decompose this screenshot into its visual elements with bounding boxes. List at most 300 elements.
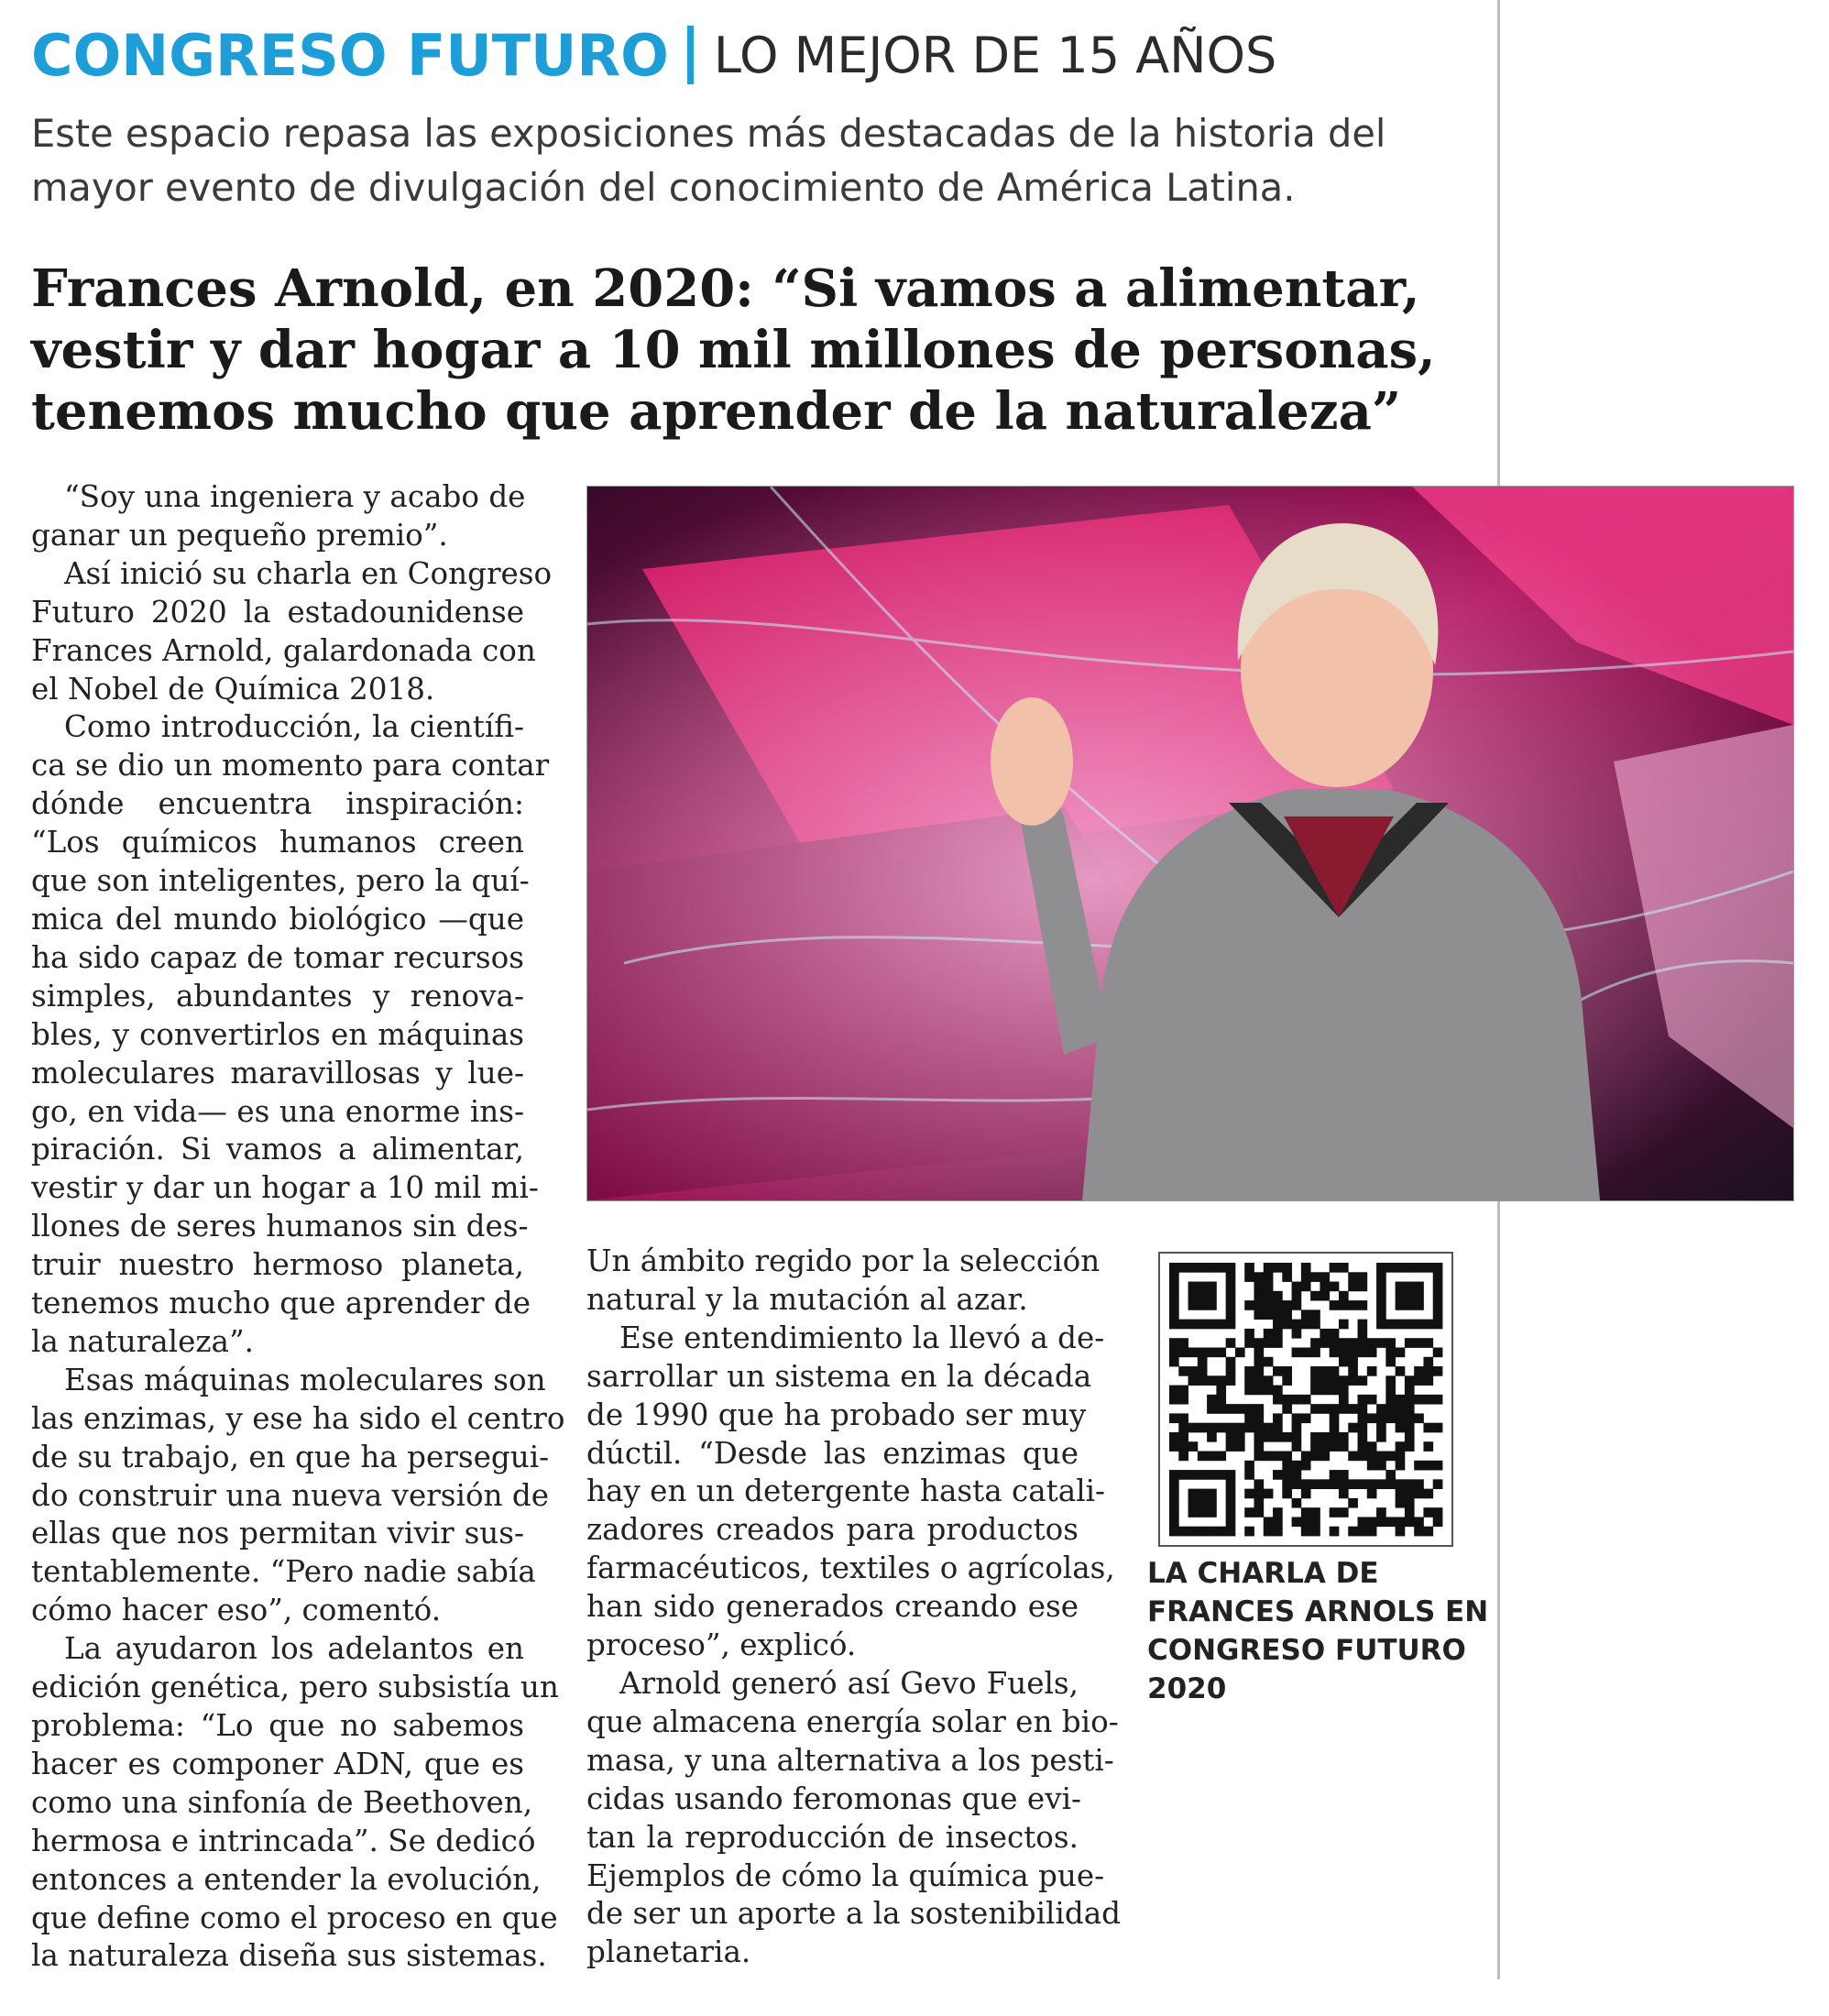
qr-module [1396,1489,1406,1499]
qr-module [1254,1452,1264,1462]
qr-module [1320,1452,1330,1462]
qr-module [1310,1309,1320,1320]
qr-module [1178,1432,1188,1442]
qr-module [1273,1395,1283,1405]
qr-module [1320,1282,1330,1292]
qr-module [1188,1320,1199,1330]
text-line: tenemos mucho que aprender de [31,1286,531,1321]
qr-module [1339,1347,1349,1357]
qr-module [1330,1366,1340,1376]
qr-module [1414,1413,1424,1423]
text-line: mica del mundo biológico —que [31,901,524,937]
qr-module [1178,1386,1188,1396]
qr-module [1264,1386,1274,1396]
qr-module [1188,1282,1199,1292]
text-line: tentablemente. “Pero nadie sabía [31,1554,536,1590]
qr-module [1273,1413,1283,1423]
qr-module [1282,1461,1292,1471]
qr-module [1273,1320,1283,1330]
qr-module [1339,1479,1349,1489]
qr-module [1405,1423,1415,1433]
qr-module [1254,1338,1264,1348]
qr-module [1254,1375,1264,1386]
text-line: La ayudaron los adelantos en [64,1631,524,1667]
text-line: ganar un pequeño premio”. [31,517,448,553]
qr-module [1414,1263,1424,1273]
qr-module [1282,1375,1292,1386]
qr-module [1169,1263,1179,1273]
qr-module [1226,1470,1236,1480]
qr-code[interactable] [1158,1252,1453,1547]
qr-module [1376,1413,1386,1423]
qr-module [1226,1291,1236,1301]
qr-module [1254,1507,1264,1517]
text-line: hacer es componer ADN, que es [31,1746,524,1781]
qr-module [1367,1527,1377,1537]
qr-module [1244,1375,1254,1386]
qr-module [1188,1300,1199,1310]
qr-module [1169,1300,1179,1310]
qr-module [1216,1263,1226,1273]
qr-module [1433,1309,1443,1320]
qr-module [1292,1291,1302,1301]
qr-module [1169,1395,1179,1405]
qr-module [1292,1441,1302,1452]
qr-module [1216,1320,1226,1330]
qr-module [1292,1470,1302,1480]
qr-module [1188,1507,1199,1517]
qr-module [1207,1498,1217,1508]
qr-module [1198,1423,1208,1433]
qr-module [1216,1375,1226,1386]
qr-module [1358,1479,1368,1489]
qr-module [1423,1527,1433,1537]
qr-module [1244,1470,1254,1480]
qr-module [1169,1291,1179,1301]
caption-line: LA CHARLA DE [1147,1557,1379,1590]
text-line: el Nobel de Química 2018. [31,671,435,707]
qr-module [1292,1282,1302,1292]
qr-module [1264,1517,1274,1527]
qr-module [1320,1366,1330,1376]
qr-module [1207,1375,1217,1386]
qr-module [1264,1338,1274,1348]
qr-module [1310,1452,1320,1462]
qr-module [1198,1507,1208,1517]
qr-module [1376,1517,1386,1527]
qr-module [1198,1498,1208,1508]
qr-module [1367,1441,1377,1452]
qr-module [1282,1300,1292,1310]
qr-module [1273,1386,1283,1396]
qr-module [1414,1517,1424,1527]
qr-module [1385,1347,1396,1357]
qr-module [1330,1507,1340,1517]
qr-module [1330,1404,1340,1414]
qr-module [1301,1320,1311,1330]
qr-module [1273,1338,1283,1348]
qr-module [1216,1347,1226,1357]
qr-module [1292,1347,1302,1357]
qr-module [1264,1423,1274,1433]
qr-module [1292,1517,1302,1527]
qr-module [1405,1320,1415,1330]
qr-module [1188,1441,1199,1452]
qr-module [1178,1320,1188,1330]
qr-module [1169,1441,1179,1452]
qr-module [1405,1507,1415,1517]
qr-module [1358,1338,1368,1348]
qr-module [1320,1432,1330,1442]
qr-module [1396,1423,1406,1433]
qr-module [1178,1470,1188,1480]
qr-module [1405,1479,1415,1489]
text-line: proceso”, explicó. [586,1627,857,1663]
qr-module [1292,1413,1302,1423]
deck-line: Este espacio repasa las exposiciones más destacadas de la historia del [31,111,1386,156]
qr-module [1433,1479,1443,1489]
qr-module [1385,1395,1396,1405]
qr-module [1198,1452,1208,1462]
qr-module [1273,1329,1283,1339]
qr-module [1188,1498,1199,1508]
qr-module [1396,1366,1406,1376]
qr-module [1301,1461,1311,1471]
qr-module [1244,1386,1254,1396]
qr-module [1358,1272,1368,1282]
qr-module [1310,1432,1320,1442]
text-line: la naturaleza diseña sus sistemas. [31,1938,547,1974]
qr-module [1226,1507,1236,1517]
text-line: entonces a entender la evolución, [31,1861,542,1897]
qr-module [1330,1527,1340,1537]
qr-module [1348,1527,1358,1537]
qr-module [1264,1300,1274,1310]
qr-module [1339,1338,1349,1348]
qr-module [1169,1357,1179,1367]
qr-module [1207,1489,1217,1499]
text-line: hay en un detergente hasta catali- [586,1474,1106,1509]
qr-module [1169,1347,1179,1357]
qr-module [1330,1470,1340,1480]
qr-module [1367,1395,1377,1405]
qr-module [1198,1347,1208,1357]
qr-module [1292,1432,1302,1442]
qr-module [1244,1263,1254,1273]
qr-module [1264,1357,1274,1367]
qr-module [1423,1338,1433,1348]
qr-module [1385,1452,1396,1462]
qr-module [1264,1282,1274,1292]
qr-module [1301,1517,1311,1527]
qr-module [1330,1386,1340,1396]
qr-module [1339,1375,1349,1386]
qr-module [1273,1309,1283,1320]
body-column-1 [31,478,565,1976]
qr-module [1254,1489,1264,1499]
qr-module [1273,1527,1283,1537]
qr-module [1207,1432,1217,1442]
qr-module [1244,1413,1254,1423]
qr-module [1376,1507,1386,1517]
qr-module [1414,1479,1424,1489]
qr-module [1396,1263,1406,1273]
kicker-brand: CONGRESO FUTURO [31,21,669,89]
headline-line: tenemos mucho que aprender de la naturaleza” [31,381,1402,442]
qr-module [1405,1404,1415,1414]
qr-module [1282,1404,1292,1414]
qr-module [1423,1461,1433,1471]
qr-module [1348,1357,1358,1367]
text-line: “Los químicos humanos creen [31,825,524,860]
qr-module [1339,1357,1349,1367]
qr-module [1292,1423,1302,1433]
qr-module [1376,1432,1386,1442]
qr-module [1254,1357,1264,1367]
qr-module [1188,1366,1199,1376]
qr-module [1273,1432,1283,1442]
qr-module [1264,1432,1274,1442]
qr-module [1301,1527,1311,1537]
text-line: do construir una nueva versión de [31,1477,550,1513]
qr-module [1198,1375,1208,1386]
text-line: Frances Arnold, galardonada con [31,632,536,668]
qr-module [1330,1282,1340,1292]
text-line: problema: “Lo que no sabemos [31,1708,524,1743]
qr-module [1339,1489,1349,1499]
qr-module [1301,1272,1311,1282]
qr-module [1198,1489,1208,1499]
qr-module [1433,1517,1443,1527]
qr-module [1330,1479,1340,1489]
qr-module [1405,1395,1415,1405]
qr-module [1358,1441,1368,1452]
qr-module [1310,1347,1320,1357]
qr-module [1320,1386,1330,1396]
qr-module [1339,1291,1349,1301]
qr-module [1292,1300,1302,1310]
qr-module [1358,1347,1368,1357]
qr-module [1423,1423,1433,1433]
qr-module [1207,1300,1217,1310]
qr-module [1358,1300,1368,1310]
qr-module [1282,1489,1292,1499]
qr-module [1414,1489,1424,1499]
qr-module [1226,1300,1236,1310]
qr-module [1310,1386,1320,1396]
qr-module [1423,1507,1433,1517]
qr-module [1310,1507,1320,1517]
qr-module [1226,1357,1236,1367]
qr-module [1433,1320,1443,1330]
qr-module [1254,1300,1264,1310]
qr-module [1414,1282,1424,1292]
text-line: cidas usando feromonas que evi- [586,1780,1082,1816]
qr-module [1414,1300,1424,1310]
text-line: Ejemplos de cómo la química pue- [586,1857,1105,1893]
qr-module [1367,1366,1377,1376]
qr-module [1310,1441,1320,1452]
qr-module [1423,1263,1433,1273]
text-line: farmacéuticos, textiles o agrícolas, [586,1550,1115,1586]
qr-module [1264,1291,1274,1301]
qr-module [1433,1507,1443,1517]
qr-module [1396,1300,1406,1310]
qr-module [1226,1517,1236,1527]
qr-module [1178,1366,1188,1376]
qr-module [1330,1329,1340,1339]
qr-module [1433,1347,1443,1357]
qr-module [1264,1375,1274,1386]
qr-module [1385,1338,1396,1348]
qr-module [1282,1272,1292,1282]
qr-module [1226,1404,1236,1414]
qr-module [1188,1263,1199,1273]
qr-module [1216,1395,1226,1405]
qr-module [1310,1375,1320,1386]
qr-module [1405,1291,1415,1301]
qr-module [1358,1404,1368,1414]
qr-module [1320,1375,1330,1386]
qr-module [1301,1452,1311,1462]
qr-module [1320,1338,1330,1348]
qr-module [1396,1441,1406,1452]
qr-module [1198,1282,1208,1292]
qr-module [1169,1507,1179,1517]
qr-module [1376,1282,1386,1292]
qr-module [1330,1432,1340,1442]
text-line: como una sinfonía de Beethoven, [31,1784,533,1820]
qr-module [1244,1338,1254,1348]
qr-module [1207,1527,1217,1537]
qr-module [1405,1489,1415,1499]
text-line: “Soy una ingeniera y acabo de [64,479,526,514]
qr-module [1273,1300,1283,1310]
qr-module [1178,1263,1188,1273]
qr-module [1358,1413,1368,1423]
qr-module [1330,1413,1340,1423]
qr-module [1348,1366,1358,1376]
qr-module [1405,1338,1415,1348]
text-line: de 1990 que ha probado ser muy [586,1397,1087,1432]
qr-module [1433,1461,1443,1471]
qr-module [1414,1338,1424,1348]
qr-module [1423,1366,1433,1376]
qr-module [1385,1263,1396,1273]
text-line: moleculares maravillosas y lue- [31,1055,524,1090]
qr-module [1339,1404,1349,1414]
qr-module [1226,1498,1236,1508]
qr-module [1396,1291,1406,1301]
qr-module [1292,1329,1302,1339]
qr-module [1226,1320,1236,1330]
qr-module [1330,1375,1340,1386]
qr-module [1310,1272,1320,1282]
qr-module [1244,1329,1254,1339]
qr-module [1396,1479,1406,1489]
qr-module [1178,1441,1188,1452]
qr-module [1226,1338,1236,1348]
qr-module [1226,1423,1236,1433]
qr-module [1178,1423,1188,1433]
qr-module [1301,1282,1311,1292]
qr-module [1198,1300,1208,1310]
qr-module [1264,1272,1274,1282]
qr-module [1433,1423,1443,1433]
qr-module [1376,1309,1386,1320]
text-line: dúctil. “Desde las enzimas que [586,1435,1079,1471]
qr-module [1178,1452,1188,1462]
qr-module [1414,1366,1424,1376]
qr-module [1405,1263,1415,1273]
qr-module [1330,1441,1340,1452]
qr-module [1385,1357,1396,1367]
kicker-divider [687,26,694,84]
qr-module [1301,1507,1311,1517]
text-line: las enzimas, y ese ha sido el centro [31,1400,565,1436]
qr-module [1207,1282,1217,1292]
qr-module [1385,1320,1396,1330]
qr-module [1198,1357,1208,1367]
qr-module [1367,1338,1377,1348]
text-line: ha sido capaz de tomar recursos [31,939,524,975]
qr-module [1376,1338,1386,1348]
qr-module [1423,1489,1433,1499]
caption-line: CONGRESO FUTURO [1147,1634,1466,1667]
qr-module [1254,1291,1264,1301]
qr-module [1330,1423,1340,1433]
qr-module [1433,1282,1443,1292]
qr-module [1207,1404,1217,1414]
qr-module [1385,1404,1396,1414]
qr-module [1226,1489,1236,1499]
qr-module [1348,1347,1358,1357]
qr-module [1282,1366,1292,1376]
qr-module [1348,1272,1358,1282]
qr-module [1385,1470,1396,1480]
qr-module [1367,1461,1377,1471]
text-line: Arnold generó así Gevo Fuels, [619,1665,1079,1701]
qr-module [1301,1309,1311,1320]
body-column-2 [586,1243,1121,1972]
qr-module [1423,1375,1433,1386]
headline-line: Frances Arnold, en 2020: “Si vamos a alimentar, [31,258,1420,319]
qr-module [1385,1479,1396,1489]
qr-module [1292,1498,1302,1508]
qr-module [1216,1423,1226,1433]
text-line: Así inició su charla en Congreso [64,555,553,591]
qr-module [1254,1441,1264,1452]
qr-module [1235,1404,1245,1414]
text-line: natural y la mutación al azar. [586,1281,1028,1317]
qr-module [1244,1300,1254,1310]
qr-module [1396,1527,1406,1537]
qr-module [1169,1498,1179,1508]
qr-module [1244,1366,1254,1376]
text-line: de su trabajo, en que ha persegui- [31,1439,550,1474]
qr-module [1405,1517,1415,1527]
qr-module [1376,1263,1386,1273]
qr-module [1169,1479,1179,1489]
text-line: go, en vida— es una enorme ins- [31,1093,524,1129]
qr-module [1396,1395,1406,1405]
qr-module [1358,1375,1368,1386]
qr-module [1254,1366,1264,1376]
text-line: piración. Si vamos a alimentar, [31,1132,524,1167]
qr-module [1169,1338,1179,1348]
qr-module [1339,1263,1349,1273]
qr-module [1301,1263,1311,1273]
